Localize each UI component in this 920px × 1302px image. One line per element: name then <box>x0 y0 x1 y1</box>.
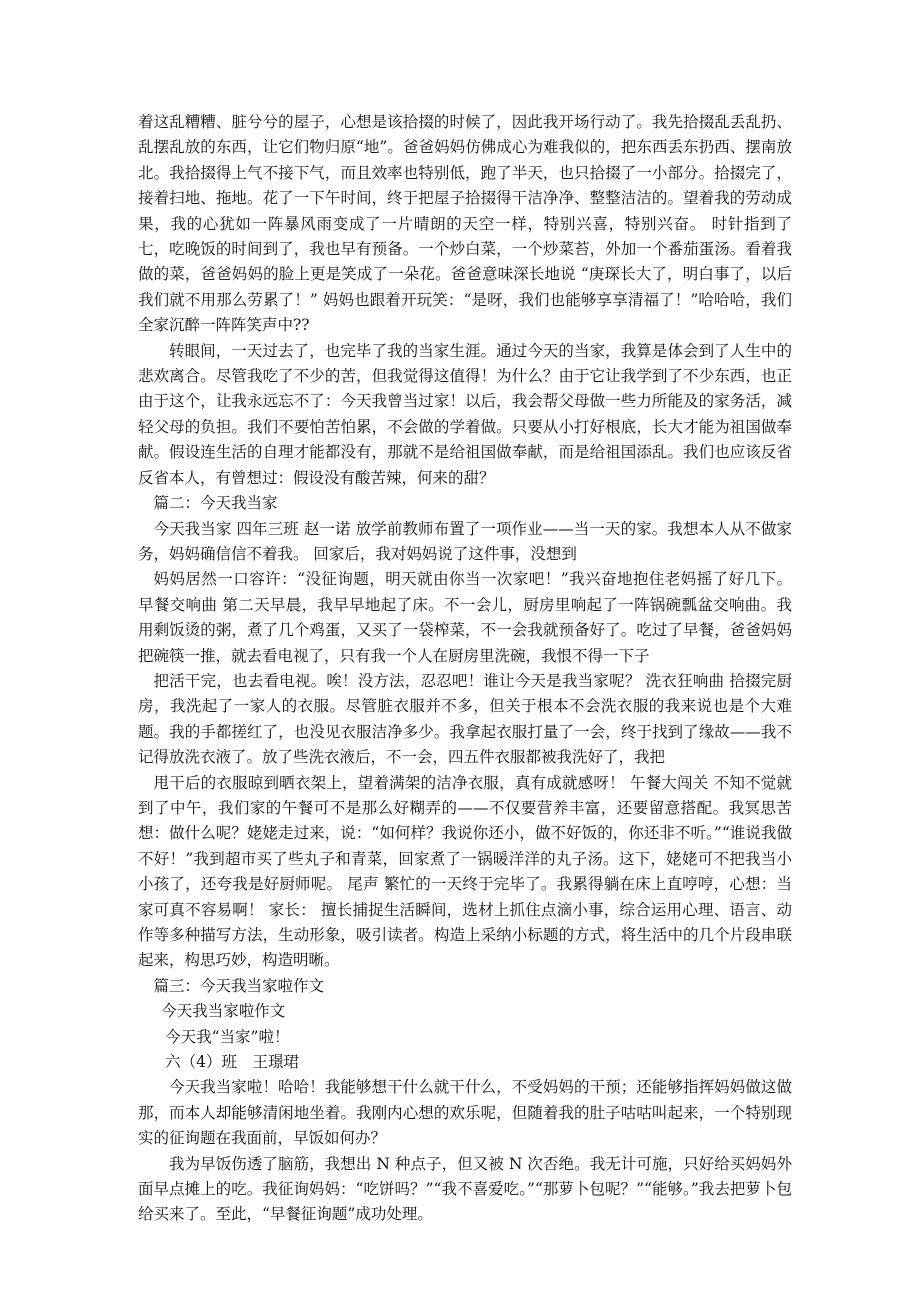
paragraph-lunch: 甩干后的衣服晾到晒衣架上，望着满架的洁净衣服，真有成就感呀！ 午餐大闯关 不知不觉就到了中午，我们家的午餐可不是那么好糊弄的——不仅要营养丰富，还要留意搭配。我冥思苦想：做什么呢？姥姥走过来，说：“如何样？我说你还小，做不好饭的，你还非不听。”“谁说我做不好！”我到超市买了些丸子和青菜，回家煮了一锅暖洋洋的丸子汤。这下，姥姥可不把我当小小孩了，还夸我是好厨师呢。 尾声 繁忙的一天终于完毕了。我累得躺在床上直哼哼，心想：当家可真不容易啊！ 家长： 擅长捕捉生活瞬间，选材上抓住点滴小事，综合运用心理、语言、动作等多种描写方法，生动形象，吸引读者。构造上采纳小标题的方式，将生活中的几个片段串联起来，构思巧妙，构造明晰。 <box>138 773 792 970</box>
paragraph-essay-breakfast: 我为早饭伤透了脑筋，我想出 N 种点子，但又被 N 次否绝。我无计可施，只好给买妈妈外面早点摊上的吃。我征询妈妈：“吃饼吗？”“我不喜爱吃。”“那萝卜包呢？”“能够。”我去把萝卜包给买来了。至此，“早餐征询题”成功处理。 <box>138 1154 792 1224</box>
paragraph-conclusion: 转眼间，一天过去了，也完毕了我的当家生涯。通过今天的当家，我算是体会到了人生中的悲欢离合。尽管我吃了不少的苦，但我觉得这值得！为什么？由于它让我学到了不少东西，也正由于这个，让我永远忘不了：今天我曾当过家！以后，我会帮父母做一些力所能及的家务活，减轻父母的负担。我们不要怕苦怕累，不会做的学着做。只要从小打好根底，长大才能为祖国做奉献。假设连生活的自理才能都没有，那就不是给祖国做奉献，而是给祖国添乱。我们也应该反省反省本人，有曾想过：假设没有酸苦辣，何来的甜？ <box>138 341 792 487</box>
section-heading-3: 篇三：今天我当家啦作文 <box>153 976 325 995</box>
paragraph-intro-2: 今天我当家 四年三班 赵一诺 放学前教师布置了一项作业——当一天的家。我想本人从不做家务，妈妈确信信不着我。 回家后，我对妈妈说了这件事，没想到 <box>138 519 792 563</box>
essay-subtitle: 今天我“当家”啦！ <box>165 1027 290 1046</box>
section-heading-2: 篇二：今天我当家 <box>153 494 278 513</box>
document-page <box>138 110 792 1228</box>
essay-title: 今天我当家啦作文 <box>161 1002 286 1021</box>
paragraph-essay-intro: 今天我当家啦！哈哈！我能够想干什么就干什么，不受妈妈的干预；还能够指挥妈妈做这做那，而本人却能够清闲地坐着。我刚内心想的欢乐呢，但随着我的肚子咕咕叫起来，一个特别现实的征询题在我面前，早饭如何办？ <box>138 1078 792 1148</box>
essay-author: 六（4）班 王璟珺 <box>165 1053 299 1072</box>
paragraph-breakfast: 妈妈居然一口容许：“没征询题，明天就由你当一次家吧！”我兴奋地抱住老妈摇了好几下。 早餐交响曲 第二天早晨，我早早地起了床。不一会儿，厨房里响起了一阵锅碗瓢盆交响曲。我用剩饭烫的粥，煮了几个鸡蛋，又买了一袋榨菜，不一会我就预备好了。吃过了早餐，爸爸妈妈把碗筷一推，就去看电视了，只有我一个人在厨房里洗碗，我恨不得一下子 <box>138 570 792 665</box>
paragraph-laundry: 把活干完，也去看电视。唉！没方法，忍忍吧！谁让今天是我当家呢？ 洗衣狂响曲 拾掇完厨房，我洗起了一家人的衣服。尽管脏衣服并不多，但关于根本不会洗衣服的我来说也是个大难题。我的手都搓红了，也没见衣服洁净多少。我拿起衣服打量了一会，终于找到了缘故——我不记得放洗衣液了。放了些洗衣液后，不一会，四五件衣服都被我洗好了，我把 <box>138 671 792 767</box>
paragraph-cleaning: 着这乱糟糟、脏兮兮的屋子，心想是该拾掇的时候了，因此我开场行动了。我先拾掇乱丢乱扔、乱摆乱放的东西，让它们物归原“地”。爸爸妈妈仿佛成心为难我似的，把东西丢东扔西、摆南放北。我拾掇得上气不接下气，而且效率也特别低，跑了半天，也只拾掇了一小部分。拾掇完了，接着扫地、拖地。花了一下午时间，终于把屋子拾掇得干洁净净、整整洁洁的。望着我的劳动成果，我的心犹如一阵暴风雨变成了一片晴朗的天空一样，特别兴喜，特别兴奋。 时针指到了七，吃晚饭的时间到了，我也早有预备。一个炒白菜，一个炒菜苔，外加一个番茄蛋汤。看着我做的菜，爸爸妈妈的脸上更是笑成了一朵花。爸爸意味深长地说 “庚琛长大了，明白事了，以后我们就不用那么劳累了！” 妈妈也跟着开玩笑：“是呀，我们也能够享享清福了！”哈哈哈，我们全家沉醉一阵阵笑声中?? <box>138 113 792 335</box>
